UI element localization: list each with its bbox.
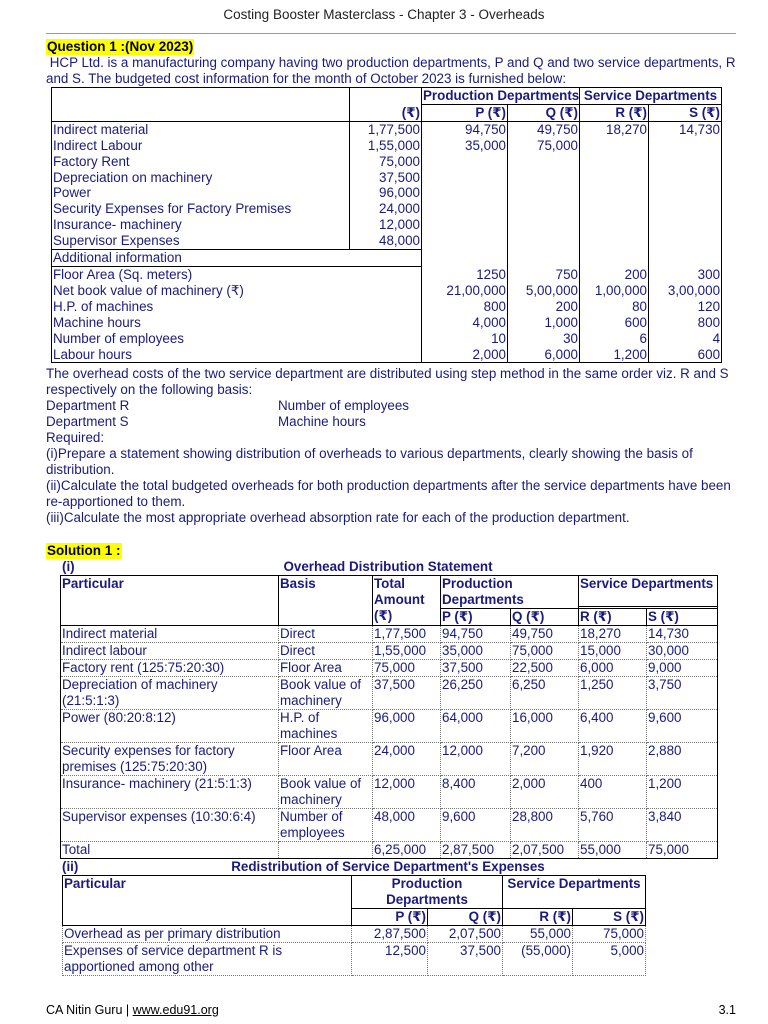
table-cell: 5,760 [579,809,647,842]
table-cell: 30 [508,331,580,347]
table-cell [508,217,580,233]
row-label: Indirect Labour [52,138,350,154]
t1-col-s: S (₹) [649,104,722,121]
row-label: Security Expenses for Factory Premises [52,201,350,217]
table-cell: 9,600 [647,710,718,743]
dept-s-label: Department S [46,414,129,429]
table-cell [580,138,649,154]
t1-body [52,121,722,249]
table-row [63,943,646,976]
row-label: Number of employees [52,331,422,347]
question-intro-text: HCP Ltd. is a manufacturing company having two production departments, P and Q and two service departments, R and S. The budgeted cost information for the month of October 2023 is furnished below: [46,55,736,86]
t3-header-row-1 [63,876,646,909]
table-cell: 1250 [422,266,508,282]
table-cell: 6,250 [511,677,579,710]
total-row [61,842,718,859]
table-row [61,710,718,743]
table-cell: (55,000) [503,943,573,976]
table-row [52,121,722,137]
table-cell: Direct [279,626,373,643]
table-cell: 200 [508,299,580,315]
t2-h-q: Q (₹) [511,609,579,626]
t1-blank [508,250,580,267]
t1-blank [649,250,722,267]
table-cell: 2,87,500 [352,926,428,943]
table-cell: 26,250 [441,677,511,710]
table-cell: 75,000 [511,643,579,660]
table-cell: 37,500 [350,170,422,186]
table-cell [422,217,508,233]
t3-body [63,926,646,976]
row-label: Depreciation on machinery [52,170,350,186]
row-label: Floor Area (Sq. meters) [52,266,422,282]
table-cell: 800 [649,315,722,331]
table-row [61,643,718,660]
t1-col-q: Q (₹) [508,104,580,121]
table-cell: 6,25,000 [373,842,441,859]
table-cell [649,154,722,170]
table-cell: 1,200 [647,776,718,809]
dept-r-label: Department R [46,398,130,413]
table-row [52,185,722,201]
table-cell: 400 [579,776,647,809]
table-cell: 96,000 [350,185,422,201]
part2-number: (ii) [62,859,79,874]
table-cell [580,217,649,233]
row-label: Total [61,842,279,859]
table-row [52,331,722,347]
table-row [52,299,722,315]
table-cell: H.P. of machines [279,710,373,743]
footer-site-link[interactable]: www.edu91.org [132,1003,219,1017]
table-cell: 2,07,500 [511,842,579,859]
question-label: Question 1 :(Nov 2023) [47,39,194,54]
table-cell: 6,000 [579,660,647,677]
table-cell: Floor Area [279,743,373,776]
table-cell: 94,750 [422,121,508,137]
table-cell: 3,750 [647,677,718,710]
page-header: Costing Booster Masterclass - Chapter 3 - Overheads [223,7,545,22]
table-cell: 200 [580,266,649,282]
table-cell: 1,920 [579,743,647,776]
redistribution-table [62,875,646,976]
t2-h-particular: Particular [61,576,279,626]
t3-h-production: Production Departments [352,876,503,909]
table-cell: 2,000 [511,776,579,809]
table-cell: 14,730 [647,626,718,643]
table-cell: 2,87,500 [441,842,511,859]
requirement-3: (iii)Calculate the most appropriate overhead absorption rate for each of the production department. [46,510,630,525]
table-row [52,347,722,363]
table-cell: 600 [580,315,649,331]
row-label: Labour hours [52,347,422,363]
table-cell: 48,000 [373,809,441,842]
table-row [52,154,722,170]
row-label: Supervisor Expenses [52,233,350,249]
table-row [52,283,722,299]
table-cell: 80 [580,299,649,315]
row-label: Factory rent (125:75:20:30) [61,660,279,677]
table-cell: 1,55,000 [350,138,422,154]
table-cell [580,154,649,170]
table-cell: Direct [279,643,373,660]
table-cell: 1,000 [508,315,580,331]
table-cell: Book value of machinery [279,776,373,809]
row-label: Insurance- machinery [52,217,350,233]
table-cell: 35,000 [422,138,508,154]
t1-blank [422,250,508,267]
table-cell: 49,750 [508,121,580,137]
row-label: H.P. of machines [52,299,422,315]
row-label: Depreciation of machinery (21:5:1:3) [61,677,279,710]
table-cell: 35,000 [441,643,511,660]
table-cell: 2,000 [422,347,508,363]
row-label: Indirect material [61,626,279,643]
table-cell [649,170,722,186]
t1-blank [350,88,422,105]
t3-h-s: S (₹) [573,909,646,926]
table-cell: 1,00,000 [580,283,649,299]
table-cell: 6,400 [579,710,647,743]
table-cell: Book value of machinery [279,677,373,710]
table-cell: 24,000 [373,743,441,776]
table-cell: 800 [422,299,508,315]
t2-h-service: Service Departments [579,576,718,607]
t1-group-production: Production Departments [423,88,580,103]
table-cell: 4 [649,331,722,347]
table-cell [649,201,722,217]
table-row [52,315,722,331]
table-cell: 9,000 [647,660,718,677]
row-label: Insurance- machinery (21:5:1:3) [61,776,279,809]
t2-h-production: Production Departments [441,576,579,609]
table-row [63,926,646,943]
t1-col-r: R (₹) [580,104,649,121]
table-row [61,743,718,776]
page-number: 3.1 [718,1003,736,1017]
table-cell: 55,000 [503,926,573,943]
table-cell: 55,000 [579,842,647,859]
t2-header-row-1 [61,576,718,607]
table-row [52,233,722,249]
table-cell: 14,730 [649,121,722,137]
header-divider [46,33,736,34]
table-row [61,626,718,643]
row-label: Factory Rent [52,154,350,170]
table-cell: Number of employees [279,809,373,842]
table-cell: 300 [649,266,722,282]
table-cell: 3,840 [647,809,718,842]
table-cell: 12,000 [441,743,511,776]
table-cell: 37,500 [428,943,503,976]
part1-title: Overhead Distribution Statement [283,559,493,574]
table-cell: Floor Area [279,660,373,677]
overhead-distribution-table [60,575,718,859]
t1-header-row-1 [52,88,722,105]
table-cell: 64,000 [441,710,511,743]
table-cell: 18,270 [580,121,649,137]
table-cell: 75,000 [373,660,441,677]
table-cell [422,201,508,217]
table-cell [508,233,580,249]
t1-blank [52,104,350,121]
table-cell: 8,400 [441,776,511,809]
table-cell: 750 [508,266,580,282]
table-row [52,217,722,233]
dept-s-basis: Machine hours [278,414,366,429]
table-cell [422,185,508,201]
table-cell: 12,000 [373,776,441,809]
table-cell: 49,750 [511,626,579,643]
table-cell: 6,000 [508,347,580,363]
table-cell [422,170,508,186]
table-cell: 75,000 [647,842,718,859]
table-cell: 96,000 [373,710,441,743]
table-cell: 75,000 [508,138,580,154]
question-details [46,366,738,526]
table-cell: 21,00,000 [422,283,508,299]
table-cell: 24,000 [350,201,422,217]
table-cell: 2,880 [647,743,718,776]
t3-h-r: R (₹) [503,909,573,926]
table-cell: 10 [422,331,508,347]
table-cell [649,217,722,233]
table-cell [508,185,580,201]
table-cell: 18,270 [579,626,647,643]
table-cell: 75,000 [573,926,646,943]
row-label: Indirect labour [61,643,279,660]
table-cell [649,233,722,249]
table-cell [649,138,722,154]
t2-body [61,626,718,859]
budget-table [51,87,722,363]
table-cell: 30,000 [647,643,718,660]
solution-label: Solution 1 : [47,543,121,558]
table-cell: 2,07,500 [428,926,503,943]
table-cell: 37,500 [441,660,511,677]
required-label: Required: [46,430,105,445]
t1-blank [580,250,649,267]
table-cell: 9,600 [441,809,511,842]
table-cell [422,233,508,249]
table-cell [508,170,580,186]
row-label: Net book value of machinery (₹) [52,283,422,299]
table-cell: 3,00,000 [649,283,722,299]
t3-h-particular: Particular [63,876,352,926]
table-row [61,809,718,842]
table-cell [279,842,373,859]
table-cell: 22,500 [511,660,579,677]
requirement-2: (ii)Calculate the total budgeted overheads for both production departments after the service departments have been re-apportioned to them. [46,478,731,509]
t1-additional-body [52,266,722,362]
row-label: Indirect material [52,121,350,137]
part2-title: Redistribution of Service Department's Expenses [231,859,545,874]
table-cell: 75,000 [350,154,422,170]
table-cell [580,185,649,201]
step-method-text: The overhead costs of the two service department are distributed using step method in the same order viz. R and S respectively on the following basis: [46,366,729,397]
t1-group-service: Service Departments [580,88,722,105]
table-row [61,776,718,809]
table-cell [422,154,508,170]
table-cell [508,201,580,217]
table-row [61,660,718,677]
table-cell [580,201,649,217]
table-cell [649,185,722,201]
table-cell: 94,750 [441,626,511,643]
table-cell: 37,500 [373,677,441,710]
table-row [52,266,722,282]
dept-r-basis: Number of employees [278,398,409,413]
t3-h-q: Q (₹) [428,909,503,926]
row-label: Expenses of service department R is apportioned among other [63,943,352,976]
t1-header-row-2 [52,104,722,121]
t1-col-total: (₹) [350,104,422,121]
table-cell: 15,000 [579,643,647,660]
t2-h-basis: Basis [279,576,373,626]
table-row [52,201,722,217]
t2-h-s: S (₹) [647,609,718,626]
table-row [52,170,722,186]
table-cell [580,233,649,249]
row-label: Power [52,185,350,201]
table-cell: 48,000 [350,233,422,249]
table-cell: 1,77,500 [373,626,441,643]
table-cell: 1,200 [580,347,649,363]
row-label: Overhead as per primary distribution [63,926,352,943]
table-cell: 1,77,500 [350,121,422,137]
row-label: Supervisor expenses (10:30:6:4) [61,809,279,842]
footer-author: CA Nitin Guru | [46,1003,130,1017]
row-label: Machine hours [52,315,422,331]
part1-number: (i) [62,559,75,574]
dept-s-basis-row [46,414,738,430]
table-cell: 5,00,000 [508,283,580,299]
t1-blank [350,250,422,267]
table-cell: 4,000 [422,315,508,331]
t1-additional-row [52,250,722,267]
table-row [52,138,722,154]
t3-h-p: P (₹) [352,909,428,926]
table-cell: 6 [580,331,649,347]
requirement-1: (i)Prepare a statement showing distribution of overheads to various departments, clearly showing the basis of distribution. [46,446,693,477]
t1-col-p: P (₹) [422,104,508,121]
table-cell: 16,000 [511,710,579,743]
row-label: Security expenses for factory premises (125:75:20:30) [61,743,279,776]
t2-h-r: R (₹) [579,609,647,626]
t3-h-service: Service Departments [503,876,646,909]
t1-blank [52,88,350,105]
row-label: Power (80:20:8:12) [61,710,279,743]
table-cell: 12,500 [352,943,428,976]
t2-h-p: P (₹) [441,609,511,626]
table-cell: 1,55,000 [373,643,441,660]
table-cell: 28,800 [511,809,579,842]
table-cell: 120 [649,299,722,315]
table-cell: 600 [649,347,722,363]
question-intro [46,55,736,87]
dept-r-basis-row [46,398,738,414]
t2-h-total: Total Amount (₹) [373,576,441,626]
table-cell [580,170,649,186]
table-cell: 7,200 [511,743,579,776]
table-cell: 1,250 [579,677,647,710]
table-cell: 5,000 [573,943,646,976]
table-cell [508,154,580,170]
table-row [61,677,718,710]
table-cell: 12,000 [350,217,422,233]
page-footer [46,1003,736,1017]
t1-additional-label: Additional information [52,250,350,267]
